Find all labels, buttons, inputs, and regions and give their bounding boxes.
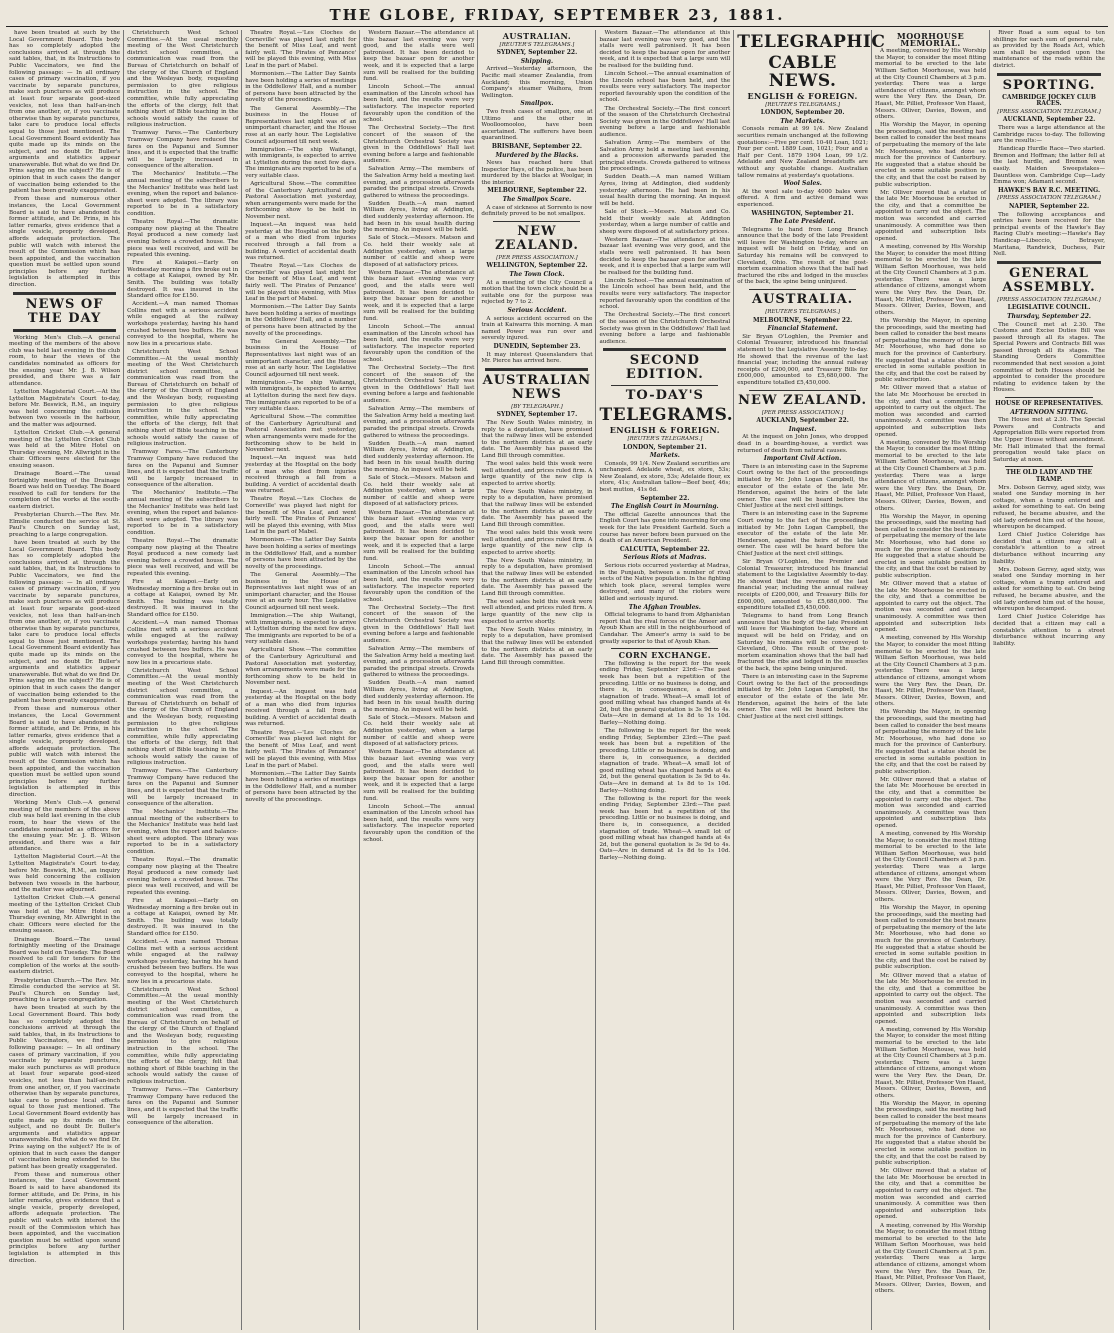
subheading: CAMBRIDGE JOCKEY CLUB RACES. — [1002, 93, 1096, 108]
dateline: AUCKLAND, September 22. — [756, 417, 849, 425]
news-item: have been treated at such by the Local Government Board. This body has so completely adopted the conclusions arrived at through the said tables, that, in its Instructions to Public Vaccinators, we find the following passage: — In all ordinary cases of primary vaccination, if you vaccinate by separate punctures, make such punctures as will produce at least four separate good-sized vesicles, not less than half-an-inch from one another, or, if you vaccinate otherwise than by separate punctures, take care to produce local effects equal to those just mentioned. The Local Government Board evidently has quite made up its minds on the subject, and no doubt Dr. Buller's arguments and statistics appear unanswerable. But what do we find Dr. Prins saying on the subject? He is of opinion that in such cases the danger of vaccination being extended to the patient has been greatly exaggerated. — [9, 1005, 121, 1170]
news-item: Lincoln School.—The annual examination of the Lincoln school has been held, and the results were very satisfactory. The inspector reported favourably upon the condition of the school. — [363, 84, 475, 124]
dateline: SYDNEY, September 17. — [496, 411, 578, 419]
news-item: The Orchestral Society.—The first concert of the season of the Christchurch Orchestral Society was given in the Oddfellows' Hall last evening before a large and fashionable audience. — [363, 604, 475, 644]
news-item: Sale of Stock.—Messrs. Matson and Co. held their weekly sale at Addington yesterday, when a large number of cattle and sheep were disposed of at satisfactory prices. — [599, 208, 731, 235]
subheading: Serious Riots at Madras. — [623, 554, 707, 562]
news-item: Fire at Kaiapoi.—Early on Wednesday morning a fire broke out in a cottage at Kaiapoi, owned by Mr. Smith. The building was totally destroyed. It was insured in the Standard office for £150. — [127, 579, 239, 619]
news-item: There was a large attendance at the Cambridge races to-day. The following are the results:— — [993, 124, 1105, 145]
news-item: The General Assembly.—The business in the House of Representatives last night was of an unimportant character, and the House rose at an early hour. The Legislative Council adjourned till next week. — [245, 338, 357, 378]
news-item: Mr. Olliver moved that a statue of the late Mr. Moorhouse be erected in the city, and that a committee be appointed to carry out the object. The motion was seconded and carried unanimously. A committee was then appointed and subscription lists opened. — [874, 1168, 987, 1221]
news-item: Lincoln School.—The annual examination of the Lincoln school has been held, and the results were very satisfactory. The inspector reported favourably upon the condition of the school. — [363, 563, 475, 603]
section-heading-english-foreign: ENGLISH & FOREIGN. — [609, 425, 720, 436]
news-item: A case of sickness at Sorrento is now definitely proved to be not smallpox. — [481, 204, 593, 218]
subheading: Markets. — [649, 452, 680, 460]
subheading: HOUSE OF REPRESENTATIVES. — [995, 400, 1103, 408]
news-item: Working Men's Club.—A general meeting of the members of the above club was held last evening in the club room, to hear the views of the candidates nominated as officers for the ensuing year. Mr. J. B. Wilson presided, and there was a fair attendance. — [9, 334, 121, 387]
section-heading-telegraphic: TELEGRAPHIC — [737, 32, 886, 52]
section-heading-general-assembly: GENERAL ASSEMBLY. — [1002, 265, 1096, 295]
column-4 — [360, 30, 478, 1330]
news-item: Inquest.—An inquest was held yesterday at the Hospital on the body of a man who died from injuries received through a fall from a building. A verdict of accidental death was returned. — [245, 222, 357, 262]
divider — [749, 289, 856, 290]
news-item: The New South Wales ministry, in reply to a deputation, have promised that the railway lines will be extended to the northern districts at an early date. The Assembly has passed the Land Bill through committee. — [481, 626, 593, 666]
source-note: [PER PRESS ASSOCIATION.] — [761, 409, 844, 416]
news-item: The House met at 2.30. The Special Powers and Contracts and Appropriation Bills were reported from the Upper House without amendment. Mr. Hall intimated that the formal prorogation would take place on Saturday at noon. — [993, 417, 1105, 463]
news-item: Agricultural Show.—The committee of the Canterbury Agricultural and Pastoral Association met yesterday, when arrangements were made for the forthcoming show to be held in November next. — [245, 414, 357, 454]
news-item: Sudden Death.—A man named William Ayres, living at Addington, died suddenly yesterday afternoon. He had been in his usual health during the morning. An inquest will be held. — [363, 200, 475, 234]
news-item: From these and numerous other instances, the Local Government Board is said to have abandoned its former attitude, and Dr. Prins, in his latter remarks, gives evidence that a single vesicle, properly developed, affords adequate protection. The public will watch with interest the result of the Commission which has been appointed, and the vaccination question must be settled upon sound principles before any further legislation is attempted in this direction. — [9, 706, 121, 799]
news-item: Mr. Olliver moved that a statue of the late Mr. Moorhouse be erected in the city, and that a committee be appointed to carry out the object. The motion was seconded and carried unanimously. A committee was then appointed and subscription lists opened. — [874, 385, 987, 438]
news-item: The Mechanics' Institute.—The annual meeting of the subscribers to the Mechanics' Institute was held last evening, when the report and balance-sheet were adopted. The library was reported to be in a satisfactory condition. — [127, 809, 239, 855]
divider — [603, 348, 726, 351]
news-item: His Worship the Mayor, in opening the proceedings, said the meeting had been called to consider the best means of perpetuating the memory of the late Mr. Moorhouse, who had done so much for the province of Canterbury. He suggested that a statue should be erected in some suitable position in the city, and that the cost be raised by public subscription. — [874, 709, 987, 775]
news-item: Presbyterian Church.—The Rev. Mr. Elmslie conducted the service at St. Paul's Church on Sunday last, preaching to a large congregation. — [9, 512, 121, 538]
dateline: September 22. — [640, 494, 690, 502]
news-item: Tramway Fares.—The Canterbury Tramway Company have reduced the fares on the Papanui and Sumner lines, and it is expected that the traffic will be largely increased in consequence of the alteration. — [127, 130, 239, 170]
news-item: Christchurch West School Committee.—At the usual monthly meeting of the West Christchurch district school committee, a communication was read from the Bureau of Christchurch on behalf of the clergy of the Church of England and the Wesleyan body, requesting permission to give religious instruction in the school. The committee, while fully appreciating the efforts of the clergy, felt that nothing short of Bible teaching in the schools would satisfy the cause of religious instruction. — [127, 986, 239, 1086]
subheading: The English Court in Mourning. — [611, 503, 719, 511]
dateline: MELBOURNE, September 22. — [487, 187, 587, 195]
news-item: Immigration.—The ship Waitangi, with immigrants, is expected to arrive at Lyttelton during the next few days. The immigrants are reported to be of a very suitable class. — [245, 612, 357, 646]
news-item: The General Assembly.—The business in the House of Representatives last night was of an unimportant character, and the House rose at an early hour. The Legislative Council adjourned till next week. — [245, 571, 357, 611]
divider — [997, 261, 1101, 264]
news-item: Tramway Fares.—The Canterbury Tramway Company have reduced the fares on the Papanui and Sumner lines, and it is expected that the traffic will be largely increased in consequence of the alteration. — [127, 768, 239, 808]
divider — [1005, 397, 1093, 398]
dateline: WELLINGTON, September 22. — [486, 262, 588, 270]
news-item: Lord Chief Justice Coleridge has decided that a citizen may call a constable's attention to a street disturbance without incurring any liability. — [993, 532, 1105, 565]
column-8 — [872, 30, 990, 1330]
news-item: The following is the report for the week ending Friday, September 23rd:—The past week has been but a repetition of the preceding. Little or no business is doing, and there is, in consequence, a decided stagnation of trade. Wheat—A small lot of good milling wheat has changed hands at 4s 2d, but the general quotation is 3s 9d to 4s. Oats—Are in demand at 1s 8d to 1s 10d. Barley—Nothing doing. — [599, 795, 731, 861]
news-item: It may interest Queenslanders that Mr. Pierce has arrived here. — [481, 351, 593, 365]
news-item: Mr. Olliver moved that a statue of the late Mr. Moorhouse be erected in the city, and that a committee be appointed to carry out the object. The motion was seconded and carried unanimously. A committee was then appointed and subscription lists opened. — [874, 972, 987, 1025]
column-3 — [242, 30, 360, 1330]
news-item: Salvation Army.—The members of the Salvation Army held a meeting last evening, and a procession afterwards paraded the principal streets. Crowds gathered to witness the proceedings. — [363, 645, 475, 679]
news-item: Mormonism.—The Latter Day Saints have been holding a series of meetings in the Oddfellows' Hall, and a number of persons have been attracted by the novelty of the proceedings. — [245, 537, 357, 570]
news-item: Fire at Kaiapoi.—Early on Wednesday morning a fire broke out in a cottage at Kaiapoi, owned by Mr. Smith. The building was totally destroyed. It was insured in the Standard office for £150. — [127, 898, 239, 937]
news-item: A serious accident occurred on the train at Kaiwarra this morning. A man named Power was run over and severely injured. — [481, 315, 593, 342]
news-item: A meeting, convened by His Worship the Mayor, to consider the most fitting memorial to be erected to the late William Sefton Moorhouse, was held at the City Council Chambers at 3 p.m. yesterday. There was a large attendance of citizens, amongst whom were the Very Rev. the Dean, Dr. Haast, Mr. Pilliet, Professor Von Haast, Messrs. Olliver, Davies, Bowen, and others. — [874, 1222, 987, 1295]
news-item: The wool sales held this week were well attended, and prices ruled firm. A large quantity of the new clip is expected to arrive shortly. — [481, 461, 593, 487]
section-heading-australian: AUSTRALIAN. — [502, 31, 572, 41]
subheading: The Late President. — [769, 218, 836, 226]
source-note: [REUTER'S TELEGRAMS.] — [627, 435, 703, 442]
news-item: Theatre Royal.—'Les Cloches de Corneville' was played last night for the benefit of Miss Leaf, and went fairly well. 'The Pirates of Penzance' will be played this evening, with Miss Leaf in the part of Mabel. — [245, 30, 357, 69]
news-item: Official telegrams to hand from Afghanistan report that the rival forces of the Ameer and Ayoub Khan are still in the neighbourhood of Candahar. The Ameer's army is said to be greatly superior to that of Ayoub Khan. — [599, 612, 731, 645]
news-item: Mr. Olliver moved that a statue of the late Mr. Moorhouse be erected in the city, and that a committee be appointed to carry out the object. The motion was seconded and carried unanimously. A committee was then appointed and subscription lists opened. — [874, 776, 987, 829]
news-item: There is an interesting case in the Supreme Court owing to the fact of the proceedings initiated by Mr. John Logan Campbell, the executor of the estate of the late Mr. Henderson, against the heirs of the late owner. The case will be heard before the Chief Justice at the next civil sittings. — [737, 674, 868, 720]
subheading: Important Civil Action. — [763, 455, 842, 463]
subheading: AFTERNOON SITTING. — [1010, 408, 1088, 416]
news-item: Sale of Stock.—Messrs. Matson and Co. held their weekly sale at Addington yesterday, when a large number of cattle and sheep were disposed of at satisfactory prices. — [363, 714, 475, 748]
dateline: Thursday, September 22. — [1007, 312, 1091, 320]
section-heading-telegrams: TELEGRAMS. — [599, 405, 734, 426]
news-item: Handicap Hurdle Race—Two started. Bremon and Hoffman; the latter fell at the last hurdle, and Bremon won easily. Maiden Sweepstakes—Dauntless won. Cambridge Cup—Lady Emma won; Adamant second. — [993, 146, 1105, 186]
news-item: Mormonism.—The Latter Day Saints have been holding a series of meetings in the Oddfellows' Hall, and a number of persons have been attracted by the novelty of the proceedings. — [245, 770, 357, 803]
section-heading-australia: AUSTRALIA. — [751, 292, 854, 308]
dateline: SYDNEY, September 22. — [496, 49, 578, 57]
source-note: [REUTER'S TELEGRAMS.] — [765, 101, 840, 108]
news-item: Salvation Army.—The members of the Salvation Army held a meeting last evening, and a procession afterwards paraded the principal streets. Crowds gathered to witness the proceedings. — [363, 406, 475, 439]
news-item: Salvation Army.—The members of the Salvation Army held a meeting last evening, and a procession afterwards paraded the principal streets. Crowds gathered to witness the proceedings. — [599, 140, 731, 173]
news-item: Drainage Board.—The usual fortnightly meeting of the Drainage Board was held on Tuesday. The Board resolved to call for tenders for the completion of the works at the south-eastern district. — [9, 936, 121, 976]
section-heading-new-zealand: NEW ZEALAND. — [738, 392, 868, 408]
subheading: The Smallpox Scare. — [502, 196, 572, 204]
subheading: Smallpox. — [520, 100, 554, 108]
news-item: There is an interesting case in the Supreme Court owing to the fact of the proceedings initiated by Mr. John Logan Campbell, the executor of the estate of the late Mr. Henderson, against the heirs of the late owner. The case will be heard before the Chief Justice at the next civil sittings. — [737, 511, 868, 557]
dateline: CALCUTTA, September 22. — [619, 545, 710, 553]
source-note: [PRESS ASSOCIATION TELEGRAM.] — [997, 108, 1101, 115]
article-text: From these and numerous other instances, the Local Government Board is said to have abandoned its former attitude, and Dr. Prins, in his latter remarks, gives evidence that a single vesicle, properly developed, affords adequate protection. The public will watch with interest the result of the Commission which has been appointed, and the vaccination question must be settled upon sound principles before any further legislation is attempted in this direction. — [9, 196, 121, 289]
news-item: The Orchestral Society.—The first concert of the season of the Christchurch Orchestral Society was given in the Oddfellows' Hall last evening before a large and fashionable audience. — [363, 125, 475, 165]
news-item: Accident.—A man named Thomas Collins met with a serious accident while engaged at the railway workshops yesterday, having his hand crushed between two buffers. He was conveyed to the hospital, where he now lies in a precarious state. — [127, 939, 239, 985]
news-item: Telegrams to hand from Long Branch announce that the body of the late President will leave for Washington to-day, where an inquest will be held on Friday, and on Saturday his remains will be conveyed to Cleveland, Ohio. The result of the post-mortem examination shows that the ball had fractured the ribs and lodged in the muscles of the back, the spine being uninjured. — [737, 613, 868, 673]
news-item: Lyttelton Cricket Club.—A general meeting of the Lyttelton Cricket Club was held at the Mitre Hotel on Thursday evening, Mr. Allwright in the chair. Officers were elected for the ensuing season. — [9, 429, 121, 469]
subheading: Inquest. — [788, 425, 817, 433]
news-item: Western Bazaar.—The attendance at this bazaar last evening was very good, and the stalls were well patronised. It has been decided to keep the bazaar open for another week, and it is expected that a large sum will be realised for the building fund. — [363, 30, 475, 83]
news-item: A meeting, convened by His Worship the Mayor, to consider the most fitting memorial to be erected to the late William Sefton Moorhouse, was held at the City Council Chambers at 3 p.m. yesterday. There was a large attendance of citizens, amongst whom were the Very Rev. the Dean, Dr. Haast, Mr. Pilliet, Professor Von Haast, Messrs. Olliver, Davies, Bowen, and others. — [874, 48, 987, 121]
section-heading-corn-exchange: CORN EXCHANGE. — [618, 650, 712, 661]
column-2 — [124, 30, 242, 1330]
dateline: LONDON, September 21. — [623, 443, 707, 451]
news-item: Lyttelton Magisterial Court.—At the Lyttelton Magistrate's Court to-day, before Mr. Beswick, R.M., an inquiry was held concerning the collision between two vessels in the harbour, and the matter was adjourned. — [9, 854, 121, 894]
section-heading-new-zealand: NEW ZEALAND. — [494, 223, 579, 253]
news-item: Accident.—A man named Thomas Collins met with a serious accident while engaged at the railway workshops yesterday, having his hand crushed between two buffers. He was conveyed to the hospital, where he now lies in a precarious state. — [127, 301, 239, 347]
news-item: The Council met at 2.30. The Customs and Excise Duties Bill was passed through all its stages. The Special Powers and Contracts Bill was passed through all its stages. The Standing Orders Committee recommended that next session a joint committee of both Houses should be appointed to consider the procedure relating to evidence taken by the Houses. — [993, 321, 1105, 394]
news-item: Theatre Royal.—The dramatic company now playing at the Theatre Royal produced a new comedy last evening before a crowded house. The piece was well received, and will be repeated this evening. — [127, 856, 239, 896]
news-item: Theatre Royal.—'Les Cloches de Corneville' was played last night for the benefit of Miss Leaf, and went fairly well. 'The Pirates of Penzance' will be played this evening, with Miss Leaf in the part of Mabel. — [245, 263, 357, 303]
news-item: His Worship the Mayor, in opening the proceedings, said the meeting had been called to consider the best means of perpetuating the memory of the late Mr. Moorhouse, who had done so much for the province of Canterbury. He suggested that a statue should be erected in some suitable position in the city, and that the cost be raised by public subscription. — [874, 317, 987, 384]
news-item: Inquest.—An inquest was held yesterday at the Hospital on the body of a man who died from injuries received through a fall from a building. A verdict of accidental death was returned. — [245, 688, 357, 728]
subheading: LEGISLATIVE COUNCIL. — [1007, 304, 1091, 312]
dateline: NAPIER, September 22. — [1008, 202, 1090, 210]
news-item: Theatre Royal.—'Les Cloches de Corneville' was played last night for the benefit of Miss Leaf, and went fairly well. 'The Pirates of Penzance' will be played this evening, with Miss Leaf in the part of Mabel. — [245, 729, 357, 769]
news-item: Western Bazaar.—The attendance at this bazaar last evening was very good, and the stalls were well patronised. It has been decided to keep the bazaar open for another week, and it is expected that a large sum will be realised for the building fund. — [363, 749, 475, 802]
news-item: A meeting, convened by His Worship the Mayor, to consider the most fitting memorial to be erected to the late William Sefton Moorhouse, was held at the City Council Chambers at 3 p.m. yesterday. There was a large attendance of citizens, amongst whom were the Very Rev. the Dean, Dr. Haast, Mr. Pilliet, Professor Von Haast, Messrs. Olliver, Davies, Bowen, and others. — [874, 831, 987, 903]
columns — [6, 30, 1108, 1330]
source-note: [PRESS ASSOCIATION TELEGRAM.] — [997, 296, 1101, 303]
news-item: The New South Wales ministry, in reply to a deputation, have promised that the railway lines will be extended to the northern districts at an early date. The Assembly has passed the Land Bill through committee. — [481, 557, 593, 597]
subheading: Serious Accident. — [507, 307, 567, 314]
news-item: Sir Bryan O'Loghlen, the Premier and Colonial Treasurer, introduced his financial statement to the Legislative Assembly to-day. He showed that the revenue of the last financial year, including the annual railway receipts of £200,000, and Treasury Bills for £600,000, amounted to £5,680,000. The expenditure totalled £5,450,000. — [737, 559, 868, 612]
subheading: The Town Clock. — [509, 271, 565, 279]
news-item: Mr. Olliver moved that a statue of the late Mr. Moorhouse be erected in the city, and that a committee be appointed to carry out the object. The motion was seconded and carried unanimously. A committee was then appointed and subscription lists opened. — [874, 189, 987, 242]
news-item: Western Bazaar.—The attendance at this bazaar last evening was very good, and the stalls were well patronised. It has been decided to keep the bazaar open for another week, and it is expected that a large sum will be realised for the building fund. — [363, 509, 475, 562]
news-item: The wool sales held this week were well attended, and prices ruled firm. A large quantity of the new clip is expected to arrive shortly. — [481, 598, 593, 625]
news-item: The Orchestral Society.—The first concert of the season of the Christchurch Orchestral Society was given in the Oddfellows' Hall last evening before a large and fashionable audience. — [363, 365, 475, 405]
news-item: Christchurch West School Committee.—At the usual monthly meeting of the West Christchurch district school committee, a communication was read from the Bureau of Christchurch on behalf of the clergy of the Church of England and the Wesleyan body, requesting permission to give religious instruction in the school. The committee, while fully appreciating the efforts of the clergy, felt that nothing short of Bible teaching in the schools would satisfy the cause of religious instruction. — [127, 348, 239, 448]
news-item: At the wool sale to-day 4000 bales were offered. A firm and active demand was experienced. — [737, 188, 868, 208]
news-item: The Mechanics' Institute.—The annual meeting of the subscribers to the Mechanics' Institute was held last evening, when the report and balance-sheet were adopted. The library was reported to be in a satisfactory condition. — [127, 490, 239, 536]
news-item: Lincoln School.—The annual examination of the Lincoln school has been held, and the results were very satisfactory. The inspector reported favourably upon the condition of the school. — [363, 324, 475, 363]
section-heading-second-edition: SECOND EDITION. — [625, 353, 704, 383]
news-item: Christchurch West School Committee.—At the usual monthly meeting of the West Christchurch district school committee, a communication was read from the Bureau of Christchurch on behalf of the clergy of the Church of England and the Wesleyan body, requesting permission to give religious instruction in the school. The committee, while fully appreciating the efforts of the clergy, felt that nothing short of Bible teaching in the schools would satisfy the cause of religious instruction. — [127, 30, 239, 129]
subheading: THE OLD LADY AND THE TRAMP. — [1005, 469, 1093, 483]
news-item: His Worship the Mayor, in opening the proceedings, said the meeting had been called to consider the best means of perpetuating the memory of the late Mr. Moorhouse, who had done so much for the province of Canterbury. He suggested that a statue should be erected in some suitable position in the city, and that the cost be raised by public subscription. — [874, 905, 987, 971]
news-item: From these and numerous other instances, the Local Government Board is said to have abandoned its former attitude, and Dr. Prins, in his latter remarks, gives evidence that a single vesicle, properly developed, affords adequate protection. The public will watch with interest the result of the Commission which has been appointed, and the vaccination question must be settled upon sound principles before any further legislation is attempted in this direction. — [9, 1171, 121, 1264]
news-item: A meeting, convened by His Worship the Mayor, to consider the most fitting memorial to be erected to the late William Sefton Moorhouse, was held at the City Council Chambers at 3 p.m. yesterday. There was a large attendance of citizens, amongst whom were the Very Rev. the Dean, Dr. Haast, Mr. Pilliet, Professor Von Haast, Messrs. Olliver, Davies, Bowen, and others. — [874, 635, 987, 708]
news-item: Sudden Death.—A man named William Ayres, living at Addington, died suddenly yesterday afternoon. He had been in his usual health during the morning. An inquest will be held. — [363, 680, 475, 713]
news-item: Agricultural Show.—The committee of the Canterbury Agricultural and Pastoral Association met yesterday, when arrangements were made for the forthcoming show to be held in November next. — [245, 181, 357, 221]
news-item: Fire at Kaiapoi.—Early on Wednesday morning a fire broke out in a cottage at Kaiapoi, owned by Mr. Smith. The building was totally destroyed. It was insured in the Standard office for £150. — [127, 260, 239, 300]
news-item: Mrs. Dobson Gerrey, aged sixty, was seated one Sunday morning in her cottage, when a tramp entered and asked for something to eat. On being refused, he became abusive, and the old lady ordered him out of the house, whereupon he decamped. — [993, 484, 1105, 531]
article-text: have been treated at such by the Local Government Board. This body has so completely adopted the conclusions arrived at through the said tables, that, in its Instructions to Public Vaccinators, we find the following passage: — In all ordinary cases of primary vaccination, if you vaccinate by separate punctures, make such punctures as will produce at least four separate good-sized vesicles, not less than half-an-inch from one another, or, if you vaccinate otherwise than by separate punctures, take care to produce local effects equal to those just mentioned. The Local Government Board evidently has quite made up its minds on the subject, and no doubt Dr. Buller's arguments and statistics appear unanswerable. But what do we find Dr. Prins saying on the subject? He is of opinion that in such cases the danger of vaccination being extended to the patient has been greatly exaggerated. — [9, 30, 121, 195]
news-item: Lyttelton Magisterial Court.—At the Lyttelton Magistrate's Court to-day, before Mr. Beswick, R.M., an inquiry was held concerning the collision between two vessels in the harbour, and the matter was adjourned. — [9, 388, 121, 428]
dateline: LONDON, September 20. — [760, 109, 845, 117]
source-note: [PRESS ASSOCIATION TELEGRAM.] — [997, 195, 1101, 202]
divider — [493, 221, 580, 222]
news-item: Presbyterian Church.—The Rev. Mr. Elmslie conducted the service at St. Paul's Church on Sunday last, preaching to a large congregation. — [9, 977, 121, 1004]
news-item: News has reached here that Inspector Hays, of the police, has been murdered by the blacks at Woolgar, in the interior. — [481, 160, 593, 186]
section-heading-english-foreign: ENGLISH & FOREIGN. — [747, 91, 858, 101]
dateline: WASHINGTON, September 21. — [751, 209, 854, 217]
news-item: Two fresh cases of smallpox, one at Ultimo and the other in Woolloomooloo, have been ascertained. The sufferers have been quarantined. — [481, 108, 593, 142]
news-item: Sir Bryan O'Loghlen, the Premier and Colonial Treasurer, introduced his financial statement to the Legislative Assembly to-day. He showed that the revenue of the last financial year, including the annual railway receipts of £200,000, and Treasury Bills for £600,000, amounted to £5,680,000. The expenditure totalled £5,450,000. — [737, 333, 868, 386]
news-item: Tramway Fares.—The Canterbury Tramway Company have reduced the fares on the Papanui and Sumner lines, and it is expected that the traffic will be largely increased in consequence of the alteration. — [127, 1087, 239, 1127]
news-item: Theatre Royal.—The dramatic company now playing at the Theatre Royal produced a new comedy last evening before a crowded house. The piece was well received, and will be repeated this evening. — [127, 538, 239, 577]
divider — [997, 73, 1101, 76]
news-item: Working Men's Club.—A general meeting of the members of the above club was held last evening in the club room, to hear the views of the candidates nominated as officers for the ensuing year. Mr. J. B. Wilson presided, and there was a fair attendance. — [9, 800, 121, 853]
news-item: Western Bazaar.—The attendance at this bazaar last evening was very good, and the stalls were well patronised. It has been decided to keep the bazaar open for another week, and it is expected that a large sum will be realised for the building fund. — [599, 236, 731, 276]
news-item: His Worship the Mayor, in opening the proceedings, said the meeting had been called to consider the best means of perpetuating the memory of the late Mr. Moorhouse, who had done so much for the province of Canterbury. He suggested that a statue should be erected in some suitable position in the city, and that the cost be raised by public subscription. — [874, 1100, 987, 1167]
news-item: Mormonism.—The Latter Day Saints have been holding a series of meetings in the Oddfellows' Hall, and a number of persons have been attracted by the novelty of the proceedings. — [245, 71, 357, 104]
news-item: The wool sales held this week were well attended, and prices ruled firm. A large quantity of the new clip is expected to arrive shortly. — [481, 529, 593, 556]
news-item: Consols remain at 99 1/4. New Zealand securities remain unchanged at the following quotations:—Five per cent. 10-40 Loan, 1021; Four per cent. 1889 Loan, 1021; Four and a Half per Cent. 1879 1904 Loan, 99 1/2. Adelaide and New Zealand breadstuffs are without any quotable change. Australian tallow remains at yesterday's quotations. — [737, 126, 868, 179]
news-item: Accident.—A man named Thomas Collins met with a serious accident while engaged at the railway workshops yesterday, having his hand crushed between two buffers. He was conveyed to the hospital, where he now lies in a precarious state. — [127, 620, 239, 666]
news-item: The following acceptances and entries have been received for the principal events of the Hawke's Bay Racing Club's meeting:—Hawke's Bay Handicap—Libeccio, Betrayer, Maritana, Randwick, Duchess, Fair Nell. — [993, 211, 1105, 258]
section-heading-todays: TO-DAY'S — [625, 388, 704, 404]
news-item: Western Bazaar.—The attendance at this bazaar last evening was very good, and the stalls were well patronised. It has been decided to keep the bazaar open for another week, and it is expected that a large sum will be realised for the building fund. — [599, 30, 731, 69]
news-item: Immigration.—The ship Waitangi, with immigrants, is expected to arrive at Lyttelton during the next few days. The immigrants are reported to be of a very suitable class. — [245, 146, 357, 179]
news-item: Immigration.—The ship Waitangi, with immigrants, is expected to arrive at Lyttelton during the next few days. The immigrants are reported to be of a very suitable class. — [245, 379, 357, 413]
news-item: A meeting, convened by His Worship the Mayor, to consider the most fitting memorial to be erected to the late William Sefton Moorhouse, was held at the City Council Chambers at 3 p.m. yesterday. There was a large attendance of citizens, amongst whom were the Very Rev. the Dean, Dr. Haast, Mr. Pilliet, Professor Von Haast, Messrs. Olliver, Davies, Bowen, and others. — [874, 243, 987, 316]
news-item: A meeting, convened by His Worship the Mayor, to consider the most fitting memorial to be erected to the late William Sefton Moorhouse, was held at the City Council Chambers at 3 p.m. yesterday. There was a large attendance of citizens, amongst whom were the Very Rev. the Dean, Dr. Haast, Mr. Pilliet, Professor Von Haast, Messrs. Olliver, Davies, Bowen, and others. — [874, 1026, 987, 1099]
column-7 — [734, 30, 886, 1330]
news-item: Lincoln School.—The annual examination of the Lincoln school has been held, and the results were very satisfactory. The inspector reported favourably upon the condition of the school. — [599, 71, 731, 104]
dateline: DUNEDIN, September 23. — [493, 342, 581, 350]
column-5 — [478, 30, 596, 1330]
news-item: Agricultural Show.—The committee of the Canterbury Agricultural and Pastoral Association met yesterday, when arrangements were made for the forthcoming show to be held in November next. — [245, 647, 357, 687]
news-item: The New South Wales ministry, in reply to a deputation, have promised that the railway lines will be extended to the northern districts at an early date. The Assembly has passed the Land Bill through committee. — [481, 488, 593, 528]
news-item: Sudden Death.—A man named William Ayres, living at Addington, died suddenly yesterday afternoon. He had been in his usual health during the morning. An inquest will be held. — [363, 440, 475, 473]
divider — [611, 648, 718, 649]
news-item: Lyttelton Cricket Club.—A general meeting of the Lyttelton Cricket Club was held at the Mitre Hotel on Thursday evening, Mr. Allwright in the chair. Officers were elected for the ensuing season. — [9, 895, 121, 935]
dateline: MELBOURNE, September 22. — [752, 316, 853, 324]
divider — [485, 368, 588, 371]
news-item: The following is the report for the week ending Friday, September 23rd:—The past week has been but a repetition of the preceding. Little or no business is doing, and there is, in consequence, a decided stagnation of trade. Wheat—A small lot of good milling wheat has changed hands at 4s 2d, but the general quotation is 3s 9d to 4s. Oats—Are in demand at 1s 8d to 1s 10d. Barley—Nothing doing. — [599, 728, 731, 794]
subheading: Murdered by the Blacks. — [495, 151, 579, 159]
divider — [1005, 466, 1093, 467]
divider — [611, 385, 718, 386]
news-item: The General Assembly.—The business in the House of Representatives last night was of an unimportant character, and the House rose at an early hour. The Legislative Council adjourned till next week. — [245, 105, 357, 145]
news-item: His Worship the Mayor, in opening the proceedings, said the meeting had been called to consider the best means of perpetuating the memory of the late Mr. Moorhouse, who had done so much for the province of Canterbury. He suggested that a statue should be erected in some suitable position in the city, and that the cost be raised by public subscription. — [874, 122, 987, 188]
source-note: [REUTER'S TELEGRAMS.] — [765, 309, 840, 316]
news-item: Serious riots occurred yesterday at Madras, in the Punjaub, between a number of rival sects of the Native population. In the fighting which took place, several temples were destroyed, and many of the rioters were killed and seriously injured. — [599, 563, 731, 602]
news-item: Consols, 99 1/4. New Zealand securities are unchanged. Adelaide wheat, ex store, 53s; New Zealand, ex store, 53s; Adelaide flour, ex store, 41s; Australian tallow—Beef beef, 46s; best mutton, 41s 6d. — [599, 460, 731, 494]
news-item: The New South Wales ministry, in reply to a deputation, have promised that the railway lines will be extended to the northern districts at an early date. The Assembly has passed the Land Bill through committee. — [481, 419, 593, 459]
news-item: Lincoln School.—The annual examination of the Lincoln school has been held, and the results were very satisfactory. The inspector reported favourably upon the condition of the school. — [599, 277, 731, 311]
column-9 — [990, 30, 1108, 1330]
news-item: There is an interesting case in the Supreme Court owing to the fact of the proceedings initiated by Mr. John Logan Campbell, the executor of the estate of the late Mr. Henderson, against the heirs of the late owner. The case will be heard before the Chief Justice at the next civil sittings. — [737, 463, 868, 510]
news-item: River Road a sum equal to ten shillings for each sum of general rate, as provided by the Roads Act, which sum shall be expended upon the maintenance of the roads within the district. — [993, 30, 1105, 69]
divider — [13, 329, 116, 332]
news-item: The official Gazette announces that the English Court has gone into mourning for one week for the late President Garfield. Such a course has never before been pursued on the death of an American President. — [599, 511, 731, 545]
source-note: [REUTER'S TELEGRAMS.] — [499, 41, 575, 48]
news-item: have been treated at such by the Local Government Board. This body has so completely adopted the conclusions arrived at through the said tables, that, in its Instructions to Public Vaccinators, we find the following passage: — In all ordinary cases of primary vaccination, if you vaccinate by separate punctures, make such punctures as will produce at least four separate good-sized vesicles, not less than half-an-inch from one another, or, if you vaccinate otherwise than by separate punctures, take care to produce local effects equal to those just mentioned. The Local Government Board evidently has quite made up its minds on the subject, and no doubt Dr. Buller's arguments and statistics appear unanswerable. But what do we find Dr. Prins saying on the subject? He is of opinion that in such cases the danger of vaccination being extended to the patient has been greatly exaggerated. — [9, 539, 121, 705]
news-item: The Orchestral Society.—The first concert of the season of the Christchurch Orchestral Society was given in the Oddfellows' Hall last evening before a large and fashionable audience. — [599, 312, 731, 345]
section-heading-sporting: SPORTING. — [1002, 77, 1096, 93]
column-6 — [596, 30, 734, 1330]
subheading: HAWKE'S BAY R.C. MEETING. — [997, 186, 1101, 194]
news-item: Western Bazaar.—The attendance at this bazaar last evening was very good, and the stalls were well patronised. It has been decided to keep the bazaar open for another week, and it is expected that a large sum will be realised for the building fund. — [363, 269, 475, 322]
divider — [13, 292, 116, 295]
masthead: THE GLOBE, FRIDAY, SEPTEMBER 23, 1881. — [6, 4, 1108, 27]
news-item: Arrived—Yesterday afternoon, the Pacific mail steamer Zealandia, from Auckland; this morning, Union Company's steamer Waihora, from Wellington. — [481, 66, 593, 99]
news-item: Christchurch West School Committee.—At the usual monthly meeting of the West Christchurch district school committee, a communication was read from the Bureau of Christchurch on behalf of the clergy of the Church of England and the Wesleyan body, requesting permission to give religious instruction in the school. The committee, while fully appreciating the efforts of the clergy, felt that nothing short of Bible teaching in the schools would satisfy the cause of religious instruction. — [127, 667, 239, 767]
news-item: Sale of Stock.—Messrs. Matson and Co. held their weekly sale at Addington yesterday, when a large number of cattle and sheep were disposed of at satisfactory prices. — [363, 475, 475, 508]
news-item: Lord Chief Justice Coleridge has decided that a citizen may call a constable's attention to a street disturbance without incurring any liability. — [993, 614, 1105, 647]
source-note: [PER PRESS ASSOCIATION.] — [496, 254, 578, 261]
section-heading-moorhouse-memorial: MOORHOUSE MEMORIAL. — [896, 31, 965, 48]
news-item: At a meeting of the City Council a motion that the town clock should be a suitable one for the purpose was rejected by 7 to 2. — [481, 279, 593, 306]
section-heading-cable-news: CABLE NEWS. — [768, 53, 837, 91]
news-item: The following is the report for the week ending Friday, September 23rd:—The past week has been but a repetition of the preceding. Little or no business is doing, and there is, in consequence, a decided stagnation of trade. Wheat—A small lot of good milling wheat has changed hands at 4s 2d, but the general quotation is 3s 9d to 4s. Oats—Are in demand at 1s 8d to 1s 10d. Barley—Nothing doing. — [599, 660, 731, 727]
news-item: Theatre Royal.—'Les Cloches de Corneville' was played last night for the benefit of Miss Leaf, and went fairly well. 'The Pirates of Penzance' will be played this evening, with Miss Leaf in the part of Mabel. — [245, 496, 357, 536]
news-item: Mr. Olliver moved that a statue of the late Mr. Moorhouse be erected in the city, and that a committee be appointed to carry out the object. The motion was seconded and carried unanimously. A committee was then appointed and subscription lists opened. — [874, 581, 987, 634]
divider — [749, 390, 856, 391]
news-item: Lincoln School.—The annual examination of the Lincoln school has been held, and the results were very satisfactory. The inspector reported favourably upon the condition of the school. — [363, 803, 475, 843]
news-item: His Worship the Mayor, in opening the proceedings, said the meeting had been called to consider the best means of perpetuating the memory of the late Mr. Moorhouse, who had done so much for the province of Canterbury. He suggested that a statue should be erected in some suitable position in the city, and that the cost be raised by public subscription. — [874, 513, 987, 579]
subheading: Financial Statement. — [767, 325, 838, 333]
subheading: The Markets. — [780, 117, 825, 125]
news-item: Mrs. Dobson Gerrey, aged sixty, was seated one Sunday morning in her cottage, when a tramp entered and asked for something to eat. On being refused, he became abusive, and the old lady ordered him out of the house, whereupon he decamped. — [993, 566, 1105, 613]
news-item: Sudden Death.—A man named William Ayres, living at Addington, died suddenly yesterday afternoon. He had been in his usual health during the morning. An inquest will be held. — [599, 174, 731, 207]
subheading: Shipping. — [520, 57, 554, 65]
news-item: Telegrams to hand from Long Branch announce that the body of the late President will leave for Washington to-day, where an inquest will be held on Friday, and on Saturday his remains will be conveyed to Cleveland, Ohio. The result of the post-mortem examination shows that the ball had fractured the ribs and lodged in the muscles of the back, the spine being uninjured. — [737, 226, 868, 286]
column-1 — [6, 30, 124, 1330]
news-item: Salvation Army.—The members of the Salvation Army held a meeting last evening, and a procession afterwards paraded the principal streets. Crowds gathered to witness the proceedings. — [363, 166, 475, 199]
news-item: Inquest.—An inquest was held yesterday at the Hospital on the body of a man who died from injuries received through a fall from a building. A verdict of accidental death was returned. — [245, 455, 357, 495]
news-item: Mormonism.—The Latter Day Saints have been holding a series of meetings in the Oddfellows' Hall, and a number of persons have been attracted by the novelty of the proceedings. — [245, 304, 357, 337]
dateline: AUCKLAND, September 22. — [1002, 116, 1096, 124]
section-heading-news-of-the-day: NEWS OF THE DAY — [25, 296, 104, 326]
dateline: BRISBANE, September 22. — [491, 142, 582, 150]
news-item: The Orchestral Society.—The first concert of the season of the Christchurch Orchestral Society was given in the Oddfellows' Hall last evening before a large and fashionable audience. — [599, 105, 731, 138]
news-item: At the inquest on John Jones, who dropped dead in a boarding-house, a verdict was returned of death from natural causes. — [737, 434, 868, 454]
news-item: A meeting, convened by His Worship the Mayor, to consider the most fitting memorial to be erected to the late William Sefton Moorhouse, was held at the City Council Chambers at 3 p.m. yesterday. There was a large attendance of citizens, amongst whom were the Very Rev. the Dean, Dr. Haast, Mr. Pilliet, Professor Von Haast, Messrs. Olliver, Davies, Bowen, and others. — [874, 439, 987, 512]
news-item: Theatre Royal.—The dramatic company now playing at the Theatre Royal produced a new comedy last evening before a crowded house. The piece was well received, and will be repeated this evening. — [127, 219, 239, 259]
news-item: Tramway Fares.—The Canterbury Tramway Company have reduced the fares on the Papanui and Sumner lines, and it is expected that the traffic will be largely increased in consequence of the alteration. — [127, 449, 239, 489]
news-item: The Mechanics' Institute.—The annual meeting of the subscribers to the Mechanics' Institute was held last evening, when the report and balance-sheet were adopted. The library was reported to be in a satisfactory condition. — [127, 171, 239, 218]
source-note: [BY TELEGRAPH.] — [511, 403, 563, 410]
news-item: Sale of Stock.—Messrs. Matson and Co. held their weekly sale at Addington yesterday, when a large number of cattle and sheep were disposed of at satisfactory prices. — [363, 235, 475, 268]
subheading: Wool Sales. — [783, 180, 822, 188]
section-heading-australian-news: AUSTRALIAN NEWS — [482, 372, 592, 402]
subheading: The Afghan Troubles. — [628, 603, 701, 611]
news-item: Drainage Board.—The usual fortnightly meeting of the Drainage Board was held on Tuesday. The Board resolved to call for tenders for the completion of the works at the south-eastern district. — [9, 471, 121, 510]
